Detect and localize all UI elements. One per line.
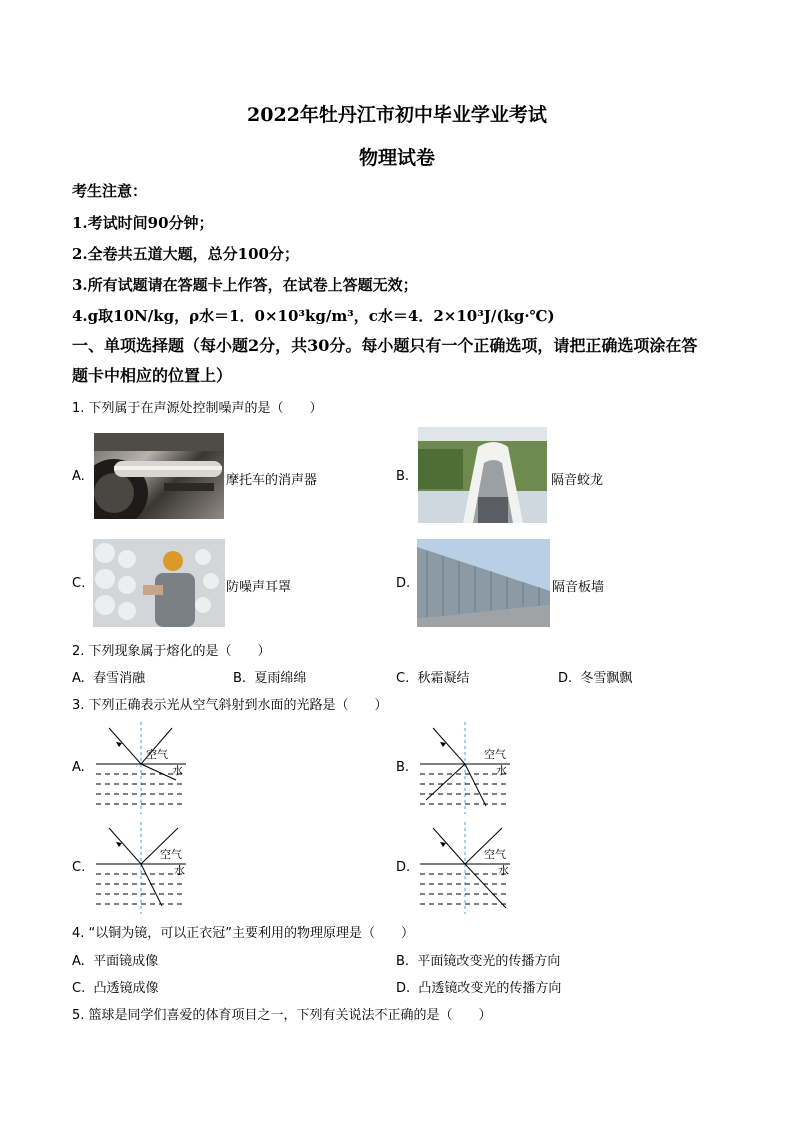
question-1-stem: 1. 下列属于在声源处控制噪声的是（ ）	[72, 401, 323, 416]
q4-option-a-text: 平面镜成像	[93, 954, 159, 969]
q4-option-c-letter: C.	[72, 981, 86, 996]
q4-option-b-text: 平面镜改变光的传播方向	[417, 954, 561, 969]
q3-b-air-label: 空气	[484, 748, 506, 761]
q1-option-c-letter: C.	[72, 576, 86, 591]
q4-option-a-letter: A.	[72, 954, 85, 969]
q2-option-d	[558, 667, 632, 686]
section-1-line-1: 一、单项选择题（每小题2分，共30分。每小题只有一个正确选项，请把正确选项涂在答	[72, 336, 698, 355]
q4-option-d-text: 凸透镜改变光的传播方向	[418, 981, 562, 996]
q3-diagram-c	[94, 822, 189, 914]
question-3-stem: 3. 下列正确表示光从空气斜射到水面的光路是（ ）	[72, 698, 388, 713]
q3-b-water-label: 水	[496, 764, 507, 777]
q4-option-b	[396, 950, 560, 969]
q3-diagram-b	[418, 722, 513, 814]
q3-option-d-letter: D.	[396, 860, 411, 875]
q2-option-a-text: 春雪消融	[93, 671, 146, 686]
q3-d-air-label: 空气	[484, 848, 506, 861]
q3-option-b-letter: B.	[396, 760, 410, 775]
q3-a-air-label: 空气	[146, 748, 168, 761]
section-1-line-2: 题卡中相应的位置上）	[72, 366, 233, 385]
motorcycle-muffler-image	[94, 433, 224, 519]
q3-d-water-label: 水	[498, 864, 509, 877]
q1-option-d-text: 隔音板墙	[552, 580, 605, 595]
q4-option-b-letter: B.	[396, 954, 410, 969]
q2-option-c-letter: C.	[396, 671, 410, 686]
note-item-3: 3.所有试题请在答题卡上作答，在试卷上答题无效；	[72, 276, 418, 294]
q2-option-c	[396, 667, 470, 686]
exam-subtitle: 物理试卷	[358, 147, 435, 169]
q4-option-c	[72, 977, 159, 996]
note-item-1: 1.考试时间90分钟；	[72, 214, 214, 232]
note-item-2: 2.全卷共五道大题，总分100分；	[72, 245, 299, 263]
q3-a-water-label: 水	[172, 764, 183, 777]
q3-c-air-label: 空气	[160, 848, 182, 861]
q3-c-water-label: 水	[174, 864, 185, 877]
question-2-stem: 2. 下列现象属于熔化的是（ ）	[72, 644, 271, 659]
q1-option-c-text: 防噪声耳罩	[226, 580, 292, 595]
q3-option-c-letter: C.	[72, 860, 86, 875]
exam-title: 2022年牡丹江市初中毕业学业考试	[247, 104, 547, 126]
q1-option-b-text: 隔音蛟龙	[551, 473, 604, 488]
q3-diagram-d	[418, 822, 513, 914]
q2-option-b	[233, 667, 306, 686]
q1-option-d-letter: D.	[396, 576, 411, 591]
q1-option-a-text: 摩托车的消声器	[226, 473, 318, 488]
q4-option-c-text: 凸透镜成像	[93, 981, 159, 996]
q1-option-a-letter: A.	[72, 469, 85, 484]
q2-option-d-letter: D.	[558, 671, 573, 686]
question-4-stem: 4. “以铜为镜，可以正衣冠”主要利用的物理原理是（ ）	[72, 926, 415, 941]
q4-option-d-letter: D.	[396, 981, 411, 996]
q2-option-b-letter: B.	[233, 671, 247, 686]
factory-earmuffs-image	[93, 539, 225, 627]
q2-option-a-letter: A.	[72, 671, 85, 686]
notes-header: 考生注意：	[72, 182, 148, 200]
q2-option-d-text: 冬雪飘飘	[580, 671, 633, 686]
q4-option-d	[396, 977, 561, 996]
q4-option-a	[72, 950, 158, 969]
section-1-heading	[72, 331, 722, 391]
sound-barrier-tunnel-image	[418, 427, 547, 523]
q3-option-a-letter: A.	[72, 760, 85, 775]
q3-diagram-a	[94, 722, 189, 814]
note-item-4: 4.g取10N/kg，ρ水＝1．0×10³kg/m³，c水＝4．2×10³J/(kg·℃)	[72, 307, 555, 325]
sound-barrier-wall-image	[417, 539, 550, 627]
q2-option-a	[72, 667, 145, 686]
q2-option-b-text: 夏雨绵绵	[254, 671, 307, 686]
q1-option-b-letter: B.	[396, 469, 410, 484]
question-5-stem: 5. 篮球是同学们喜爱的体育项目之一，下列有关说法不正确的是（ ）	[72, 1008, 492, 1023]
q2-option-c-text: 秋霜凝结	[417, 671, 470, 686]
